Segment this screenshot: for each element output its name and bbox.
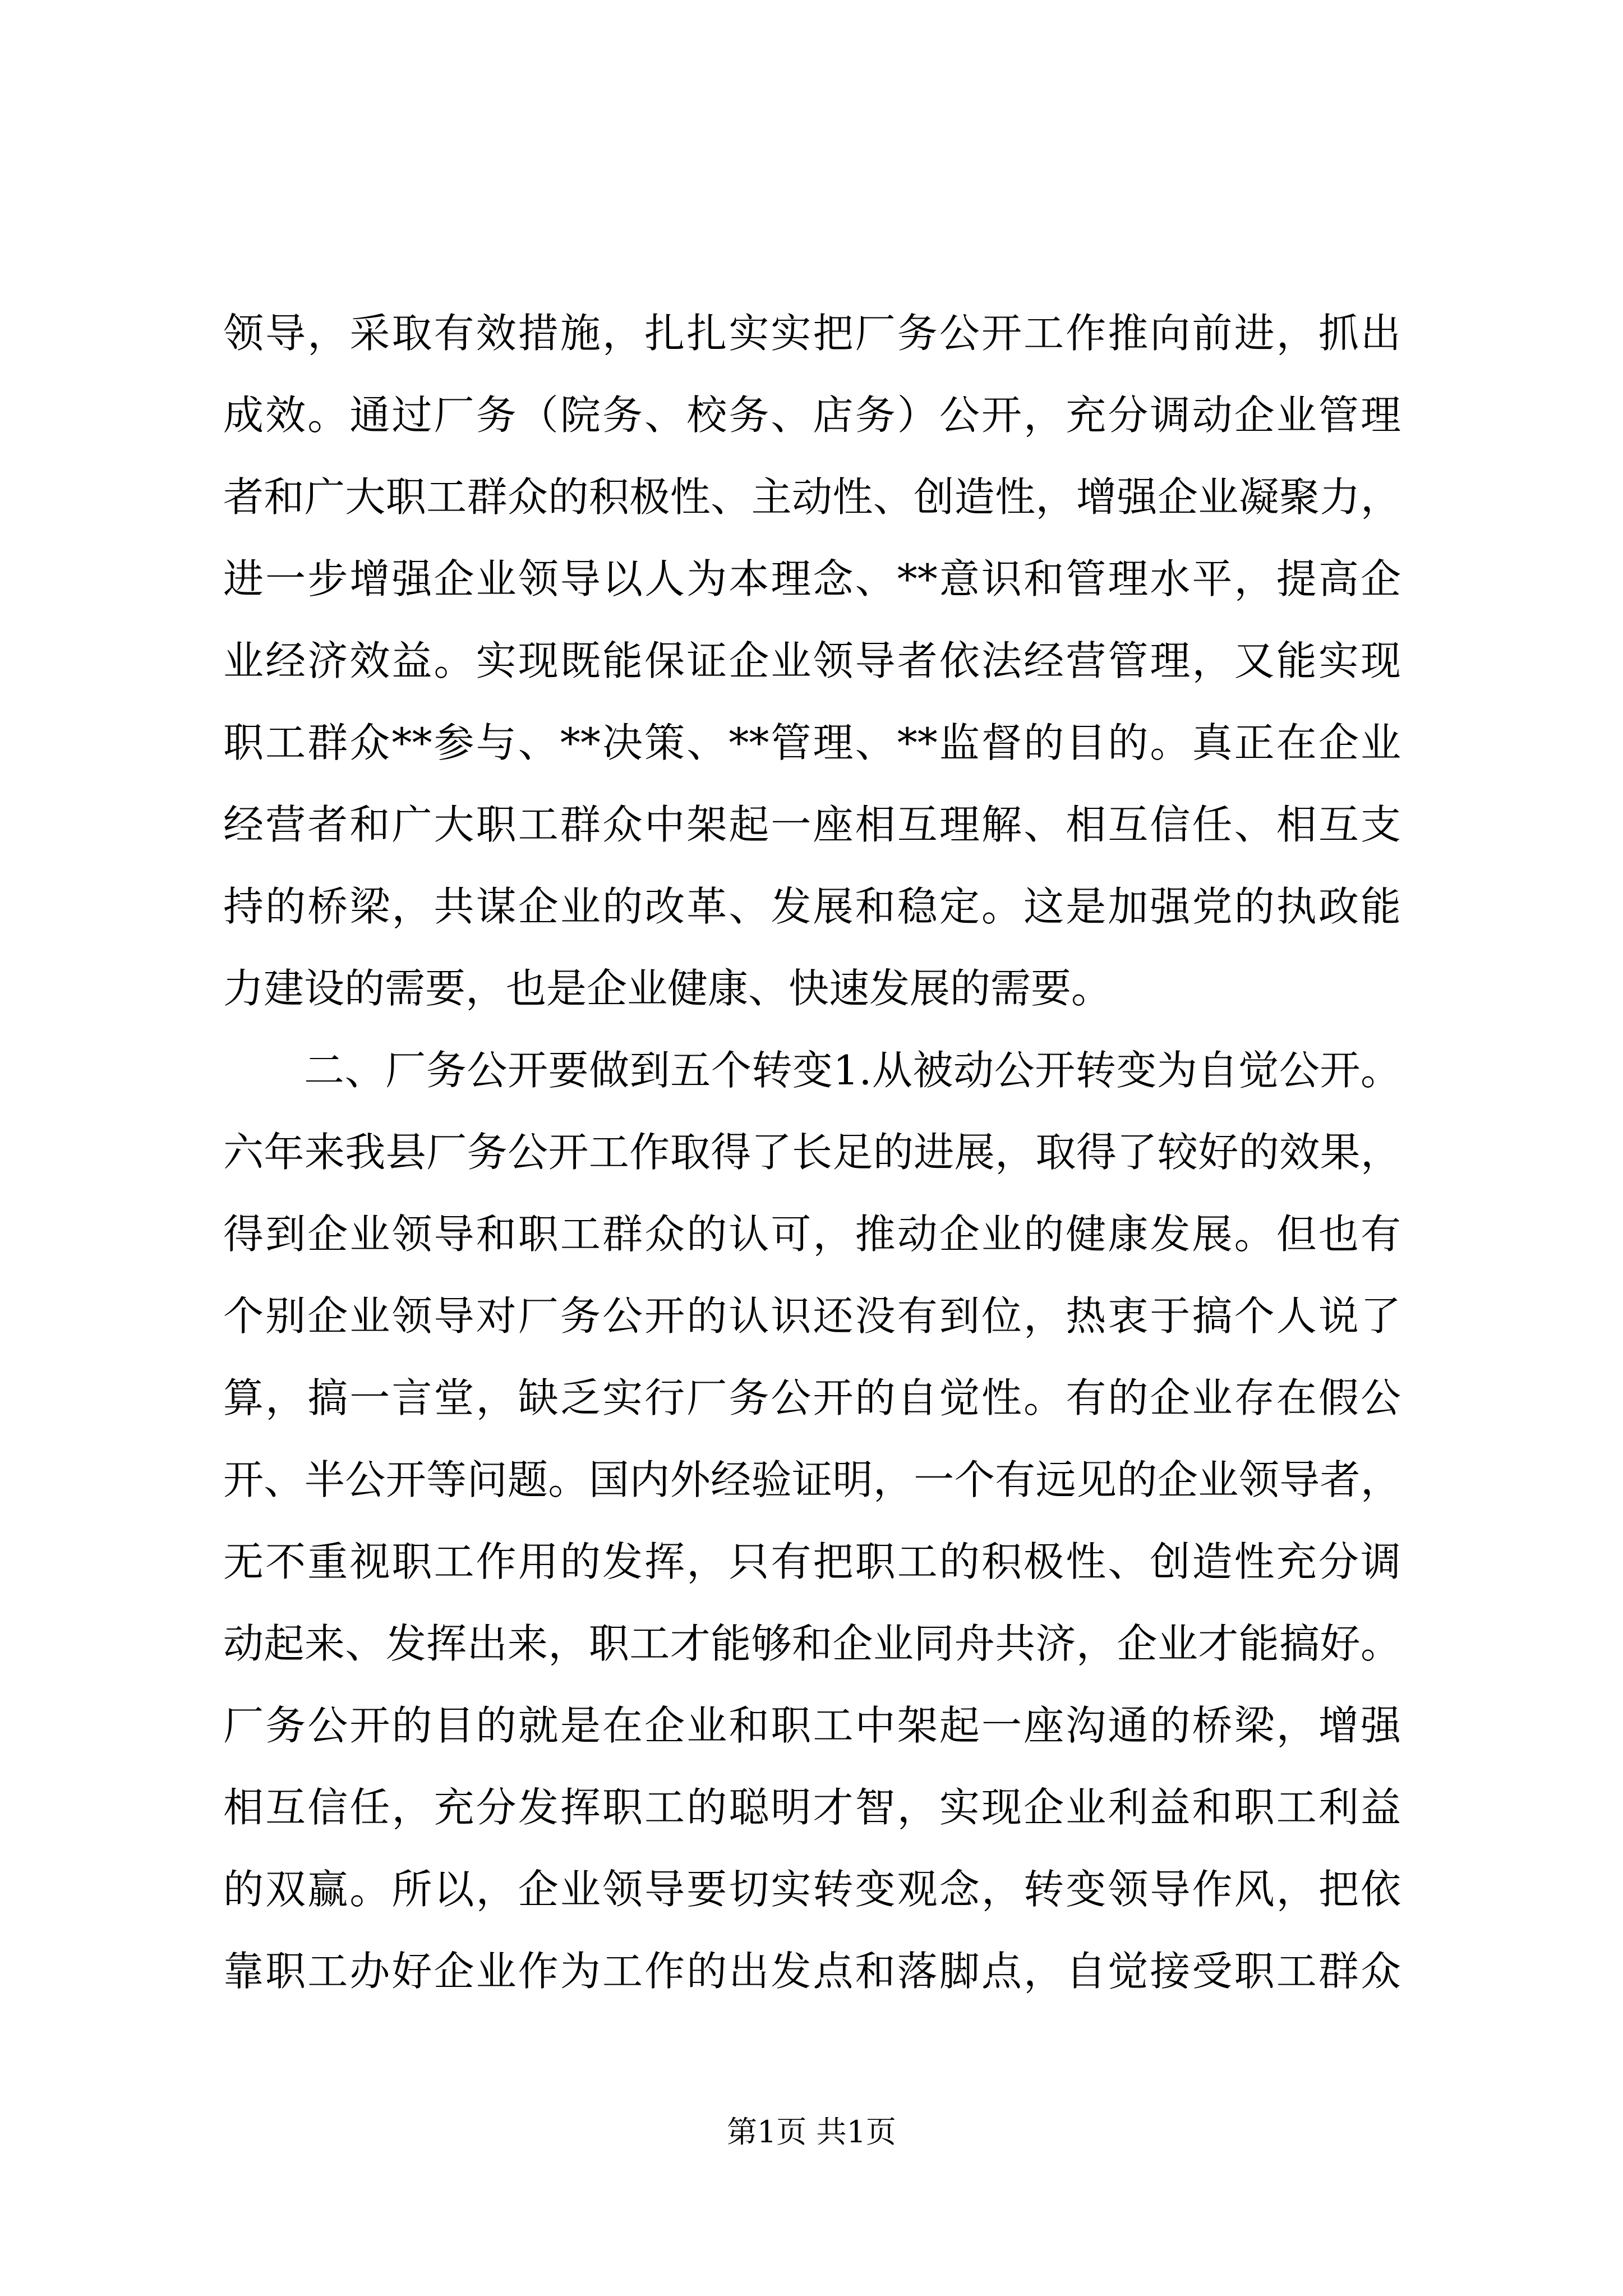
body-text-line: 成效。通过厂务（院务、校务、店务）公开，充分调动企业管理 [223, 392, 1401, 439]
body-text-line: 业经济效益。实现既能保证企业领导者依法经营管理，又能实现 [223, 637, 1401, 684]
body-text-line: 进一步增强企业领导以人为本理念、**意识和管理水平，提高企 [223, 555, 1401, 602]
body-text-line: 经营者和广大职工群众中架起一座相互理解、相互信任、相互支 [223, 801, 1401, 848]
section-heading-line: 二、厂务公开要做到五个转变1.从被动公开转变为自觉公开。 [304, 1047, 1401, 1094]
body-text-line: 靠职工办好企业作为工作的出发点和落脚点，自觉接受职工群众 [223, 1948, 1401, 1995]
body-text-line: 的双赢。所以，企业领导要切实转变观念，转变领导作风，把依 [223, 1866, 1401, 1913]
body-text-line: 无不重视职工作用的发挥，只有把职工的积极性、创造性充分调 [223, 1538, 1401, 1585]
body-text-line: 个别企业领导对厂务公开的认识还没有到位，热衷于搞个人说了 [223, 1292, 1401, 1340]
body-text-line: 领导，采取有效措施，扎扎实实把厂务公开工作推向前进，抓出 [223, 310, 1401, 357]
body-text-line: 算，搞一言堂，缺乏实行厂务公开的自觉性。有的企业存在假公 [223, 1374, 1401, 1421]
body-text-line: 力建设的需要，也是企业健康、快速发展的需要。 [223, 965, 1112, 1012]
body-text-line: 相互信任，充分发挥职工的聪明才智，实现企业利益和职工利益 [223, 1784, 1401, 1831]
body-text-line: 持的桥梁，共谋企业的改革、发展和稳定。这是加强党的执政能 [223, 883, 1401, 930]
body-text-line: 开、半公开等问题。国内外经验证明，一个有远见的企业领导者， [223, 1456, 1401, 1503]
body-text-line: 职工群众**参与、**决策、**管理、**监督的目的。真正在企业 [223, 719, 1401, 766]
body-text-line: 者和广大职工群众的积极性、主动性、创造性，增强企业凝聚力， [223, 473, 1401, 521]
body-text-line: 得到企业领导和职工群众的认可，推动企业的健康发展。但也有 [223, 1211, 1401, 1258]
body-text-line: 厂务公开的目的就是在企业和职工中架起一座沟通的桥梁，增强 [223, 1702, 1401, 1749]
page-footer: 第1页 共1页 [727, 2114, 896, 2150]
body-text-line: 动起来、发挥出来，职工才能够和企业同舟共济，企业才能搞好。 [223, 1620, 1401, 1667]
body-text-line: 六年来我县厂务公开工作取得了长足的进展，取得了较好的效果， [223, 1129, 1401, 1176]
